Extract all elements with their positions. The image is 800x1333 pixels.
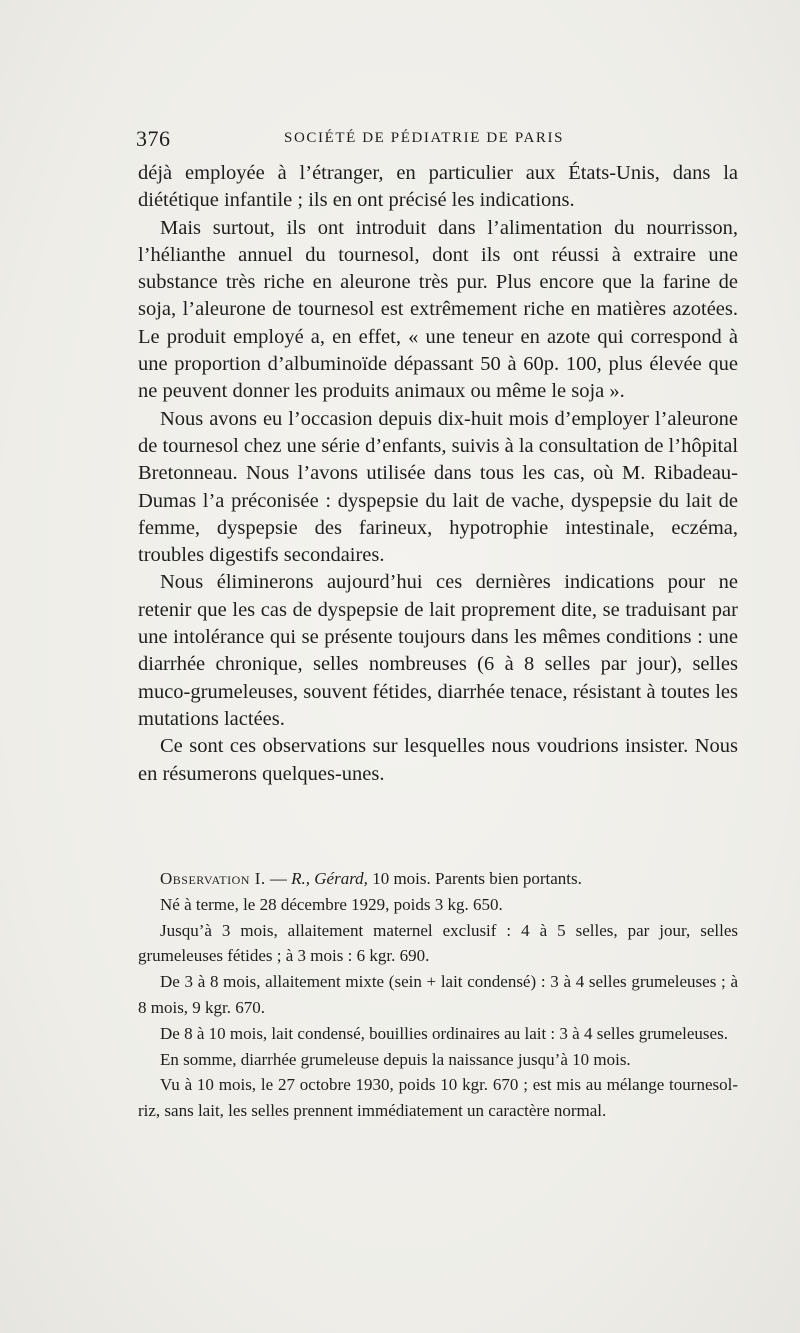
observation-block <box>138 866 738 1124</box>
body-text <box>138 160 738 788</box>
running-head <box>136 126 736 150</box>
paragraph-continuation: déjà employée à l’étranger, en particulier aux États-Unis, dans la diététique infantile ; ils en ont précisé les indications. <box>138 162 738 212</box>
observation-line: Vu à 10 mois, le 27 octobre 1930, poids 10 kgr. 670 ; est mis au mélange tournesol-riz, sans lait, les selles prennent immédiatement un caractère normal. <box>138 1075 738 1121</box>
observation-label: Observation I. <box>160 869 266 888</box>
paragraph: Ce sont ces observations sur lesquelles nous voudrions insister. Nous en résumerons quelques-unes. <box>138 735 738 785</box>
paragraph: Mais surtout, ils ont introduit dans l’alimentation du nourrisson, l’hélianthe annuel du tournesol, dont ils ont réussi à extraire une substance très riche en aleurone très pur. Plus encore que la farine de soja, l’aleurone de tournesol est extrêmement riche en matières azotées. Le produit employé a, en effet, « une teneur en azote qui correspond à une proportion d’albuminoïde dépassant 50 à 60p. 100, plus élevée que ne peuvent donner les produits animaux ou même le soja ». <box>138 216 738 403</box>
observation-line: De 3 à 8 mois, allaitement mixte (sein + lait condensé) : 3 à 4 selles grumeleuses ; à 8 mois, 9 kgr. 670. <box>138 972 738 1017</box>
paragraph: Nous avons eu l’occasion depuis dix-huit mois d’employer l’aleurone de tournesol chez une série d’enfants, suivis à la consultation de l’hôpital Bretonneau. Nous l’avons utilisée dans tous les cas, où M. Ribadeau-Dumas l’a préconisée : dyspepsie du lait de vache, dyspepsie du lait de femme, dyspepsie des farineux, hypotrophie intestinale, eczéma, troubles digestifs secondaires. <box>138 407 739 567</box>
patient-initial: R., <box>291 869 310 888</box>
observation-heading <box>138 866 738 892</box>
observation-line: Né à terme, le 28 décembre 1929, poids 3 kg. 650. <box>160 894 503 914</box>
patient-name: Gérard, <box>314 869 368 888</box>
journal-title: SOCIÉTÉ DE PÉDIATRIE DE PARIS <box>284 130 565 146</box>
observation-line: De 8 à 10 mois, lait condensé, bouillies ordinaires au lait : 3 à 4 selles grumeleuses. <box>160 1023 728 1043</box>
observation-intro: 10 mois. Parents bien portants. <box>367 869 582 888</box>
observation-line: En somme, diarrhée grumeleuse depuis la naissance jusqu’à 10 mois. <box>160 1049 631 1069</box>
page-number: 376 <box>136 126 171 151</box>
paragraph: Nous éliminerons aujourd’hui ces dernières indications pour ne retenir que les cas de dyspepsie de lait proprement dite, se traduisant par une intolérance qui se présente toujours dans les mêmes conditions : une diarrhée chronique, selles nombreuses (6 à 8 selles par jour), selles muco-grumeleuses, souvent fétides, diarrhée tenace, résistant à toutes les mutations lactées. <box>138 571 738 730</box>
observation-dash: — <box>265 869 292 888</box>
observation-line: Jusqu’à 3 mois, allaitement maternel exclusif : 4 à 5 selles, par jour, selles grumeleuses fétides ; à 3 mois : 6 kgr. 690. <box>138 920 738 966</box>
